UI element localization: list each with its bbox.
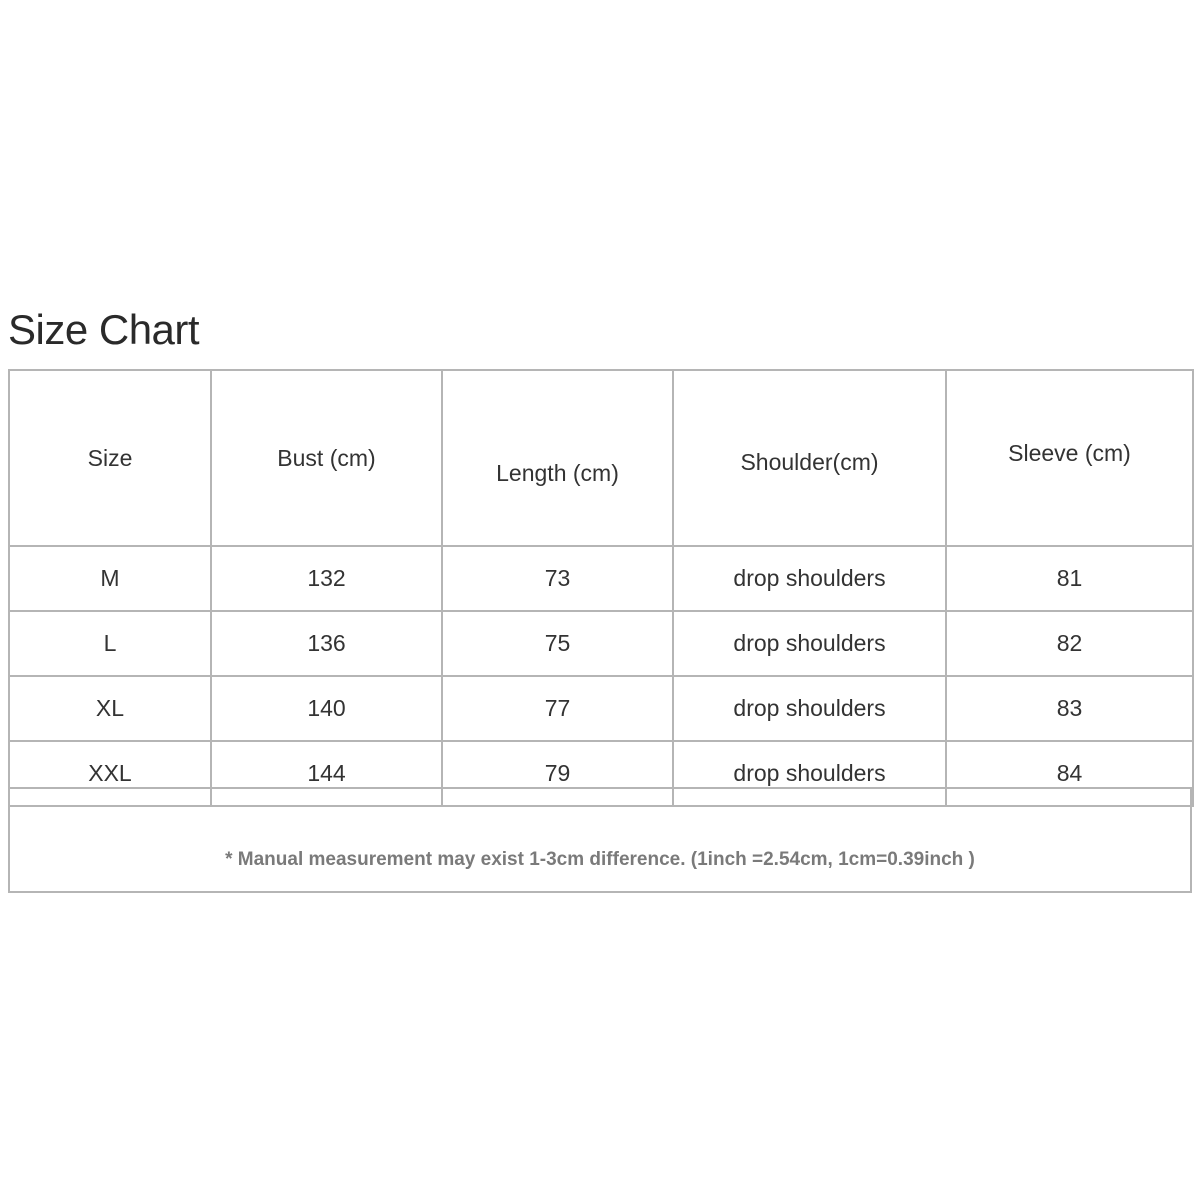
cell-bust: 136 — [211, 611, 442, 676]
header-sleeve: Sleeve (cm) — [946, 370, 1193, 546]
cell-length: 75 — [442, 611, 673, 676]
cell-sleeve: 84 — [946, 741, 1193, 806]
cell-shoulder: drop shoulders — [673, 741, 946, 806]
cell-length: 77 — [442, 676, 673, 741]
cell-bust: 144 — [211, 741, 442, 806]
cell-size: M — [9, 546, 211, 611]
size-table — [8, 369, 1194, 807]
measurement-note-box — [8, 787, 1192, 893]
table-row — [9, 611, 1193, 676]
cell-length: 73 — [442, 546, 673, 611]
cell-bust: 132 — [211, 546, 442, 611]
table-row — [9, 546, 1193, 611]
cell-size: L — [9, 611, 211, 676]
cell-shoulder: drop shoulders — [673, 611, 946, 676]
cell-shoulder: drop shoulders — [673, 546, 946, 611]
cell-sleeve: 82 — [946, 611, 1193, 676]
cell-sleeve: 81 — [946, 546, 1193, 611]
cell-length: 79 — [442, 741, 673, 806]
header-bust: Bust (cm) — [211, 370, 442, 546]
header-length: Length (cm) — [442, 370, 673, 546]
cell-size: XL — [9, 676, 211, 741]
page-title: Size Chart — [8, 306, 200, 353]
cell-sleeve: 83 — [946, 676, 1193, 741]
table-row — [9, 676, 1193, 741]
header-size: Size — [9, 370, 211, 546]
cell-bust: 140 — [211, 676, 442, 741]
table-header-row — [9, 370, 1193, 546]
header-shoulder: Shoulder(cm) — [673, 370, 946, 546]
measurement-note: * Manual measurement may exist 1-3cm difference. (1inch =2.54cm, 1cm=0.39inch ) — [225, 849, 975, 870]
cell-shoulder: drop shoulders — [673, 676, 946, 741]
cell-size: XXL — [9, 741, 211, 806]
